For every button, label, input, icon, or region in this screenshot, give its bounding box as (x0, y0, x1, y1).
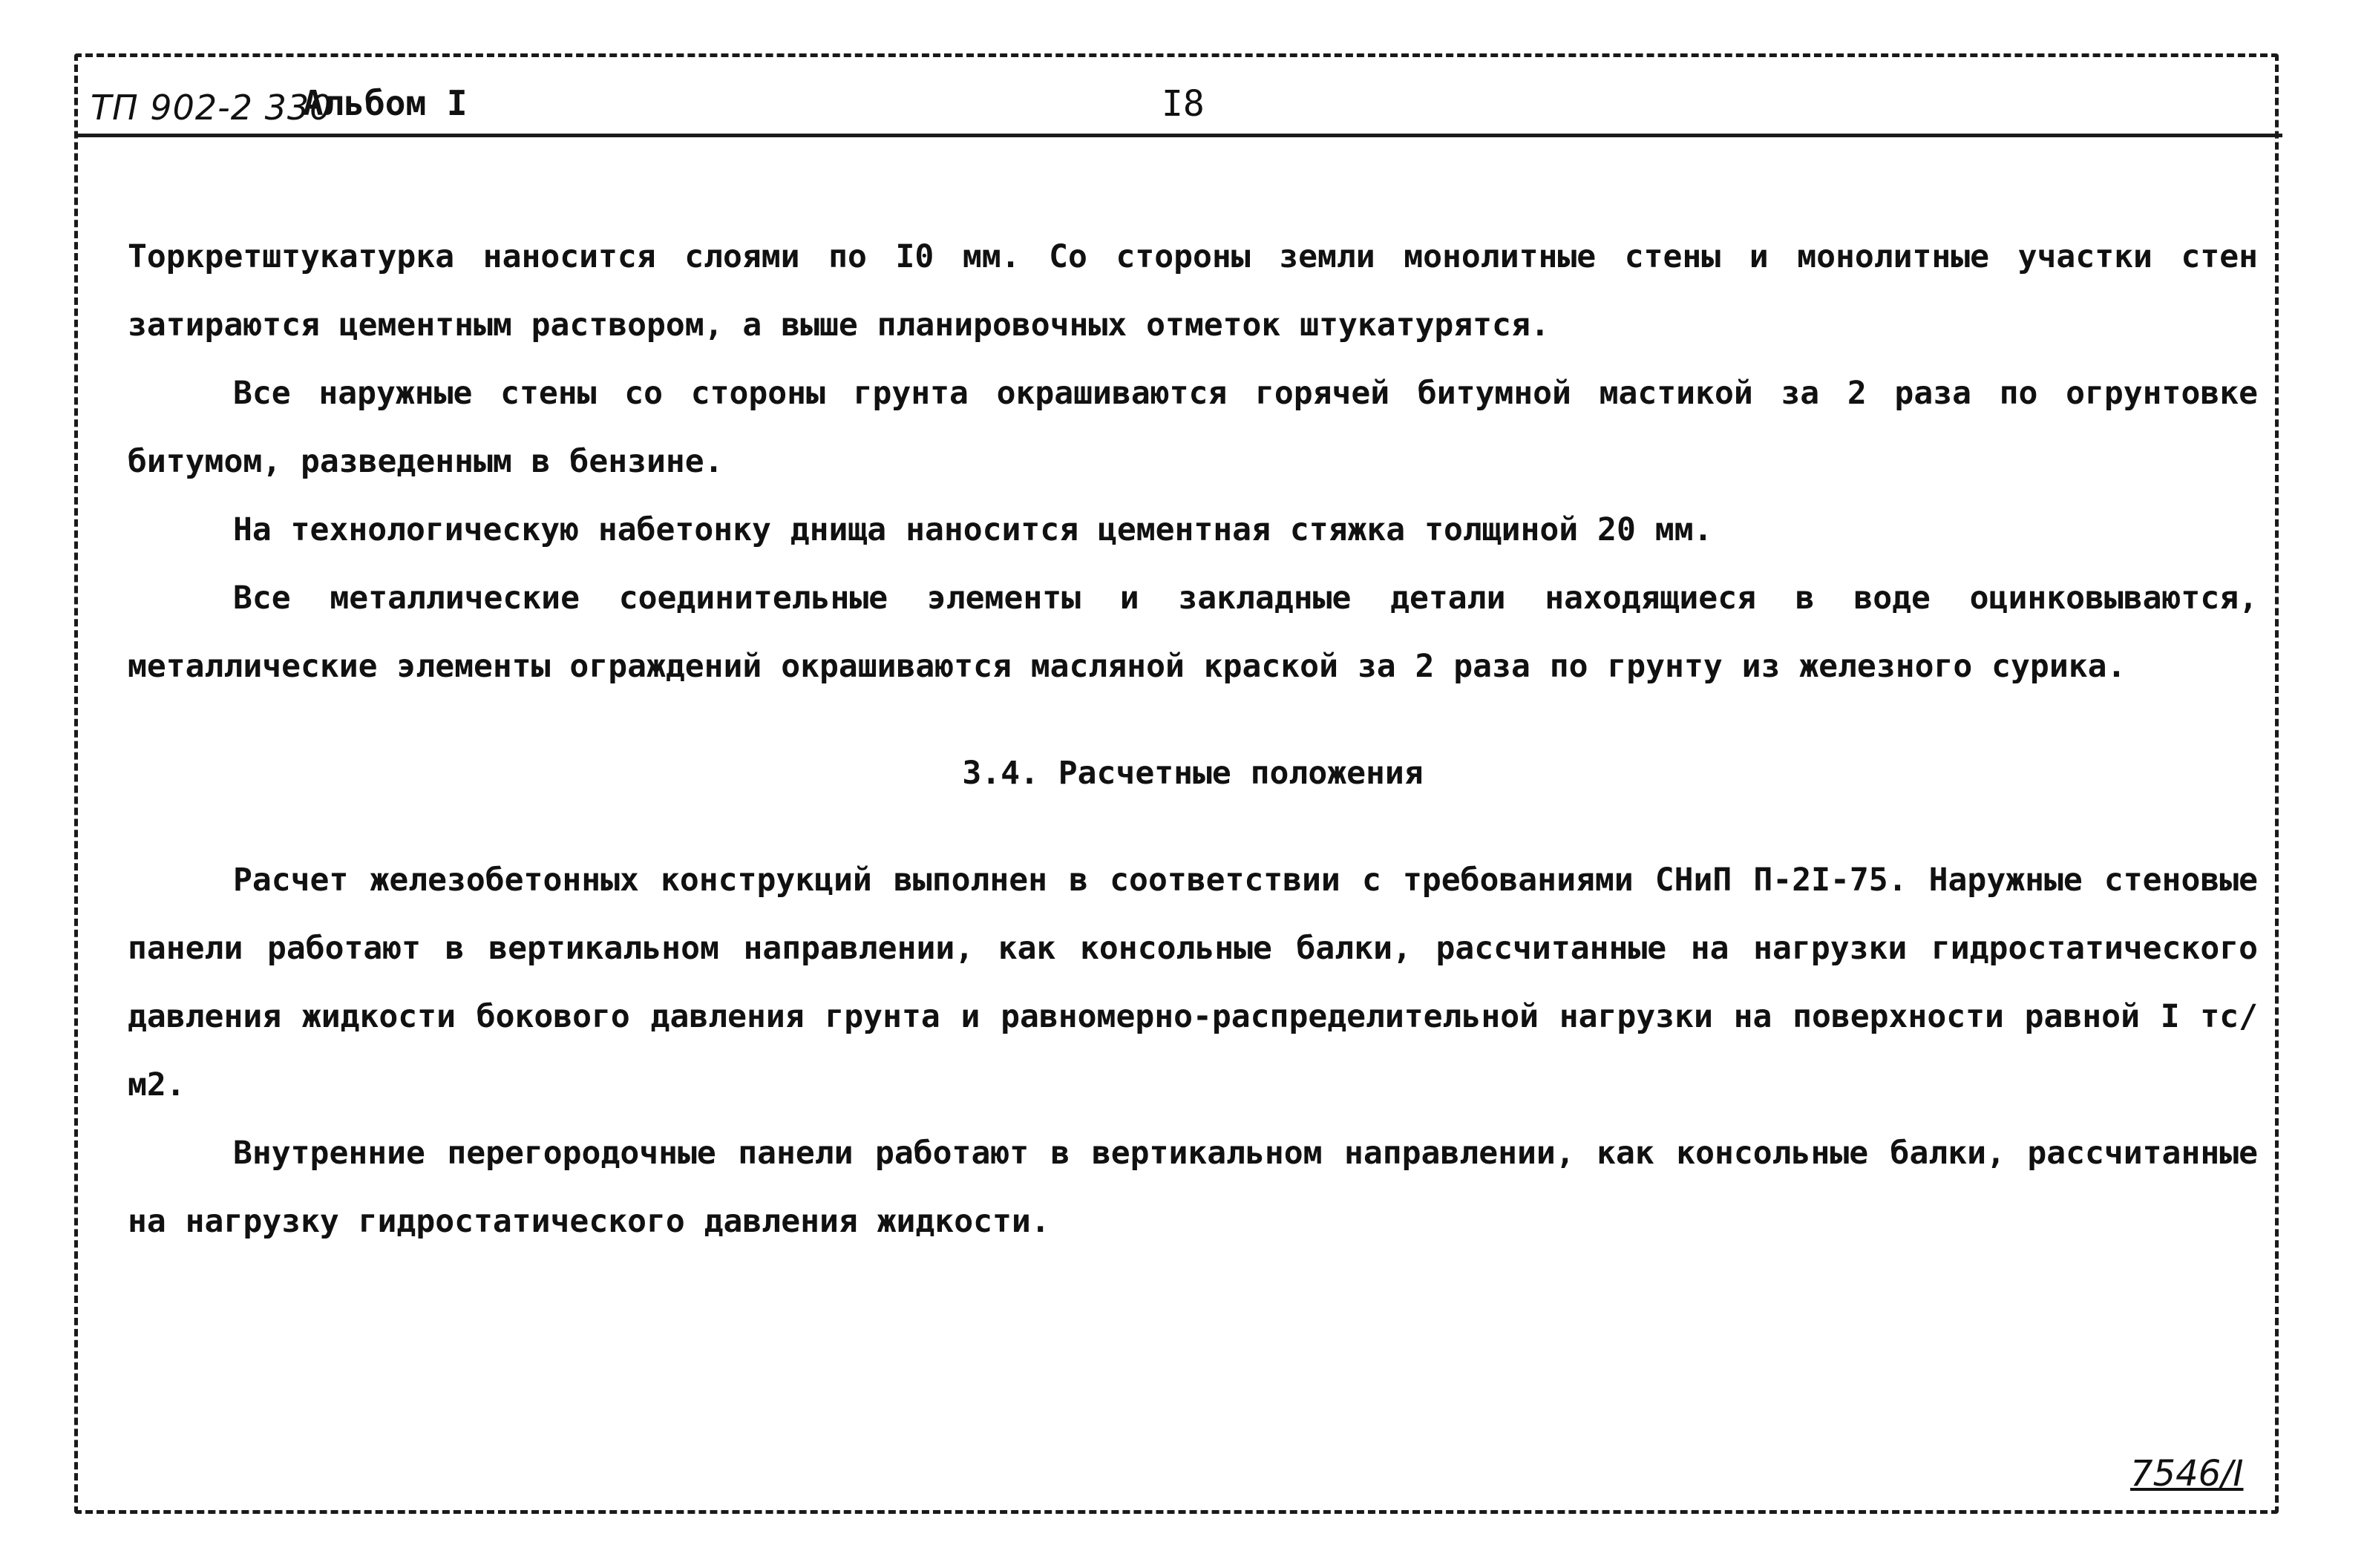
paragraph: Расчет железобетонных конструкций выполнен в соответствии с требованиями СНиП П-2I-75. Наружные стеновые панели работают в вертикальном направлении, как консольные балки, рассчитанные на нагрузки гидростатического давления жидкости бокового давления грунта и равномерно-распределительной нагрузки на поверхности равной I тс/м2. (128, 862, 2258, 1103)
inventory-number: 7546/I (2130, 1453, 2244, 1495)
paragraph: Все наружные стены со стороны грунта окрашиваются горячей битумной мастикой за 2 раза по огрунтовке битумом, разведенным в бензине. (128, 375, 2258, 480)
paragraph: Торкретштукатурка наносится слоями по I0 мм. Со стороны земли монолитные стены и монолитные участки стен затираются цементным раствором, а выше планировочных отметок штукатурятся. (128, 238, 2258, 344)
section-heading: 3.4. Расчетные положения (962, 755, 1424, 792)
paragraph: Внутренние перегородочные панели работают в вертикальном направлении, как консольные балки, рассчитанные на нагрузку гидростатического давления жидкости. (128, 1135, 2258, 1240)
header-divider (74, 134, 2282, 137)
paragraph: На технологическую набетонку днища наносится цементная стяжка толщиной 20 мм. (233, 511, 1713, 548)
album-label: Альбом I (303, 83, 468, 123)
page-number: I8 (1162, 83, 1205, 125)
document-code: ТП 902-2 330 (91, 88, 333, 128)
paragraph: Все металлические соединительные элементы и закладные детали находящиеся в воде оцинковываются, металлические элементы ограждений окрашиваются масляной краской за 2 раза по грунту из железного сурика. (128, 580, 2258, 685)
document-body (128, 223, 2258, 1256)
